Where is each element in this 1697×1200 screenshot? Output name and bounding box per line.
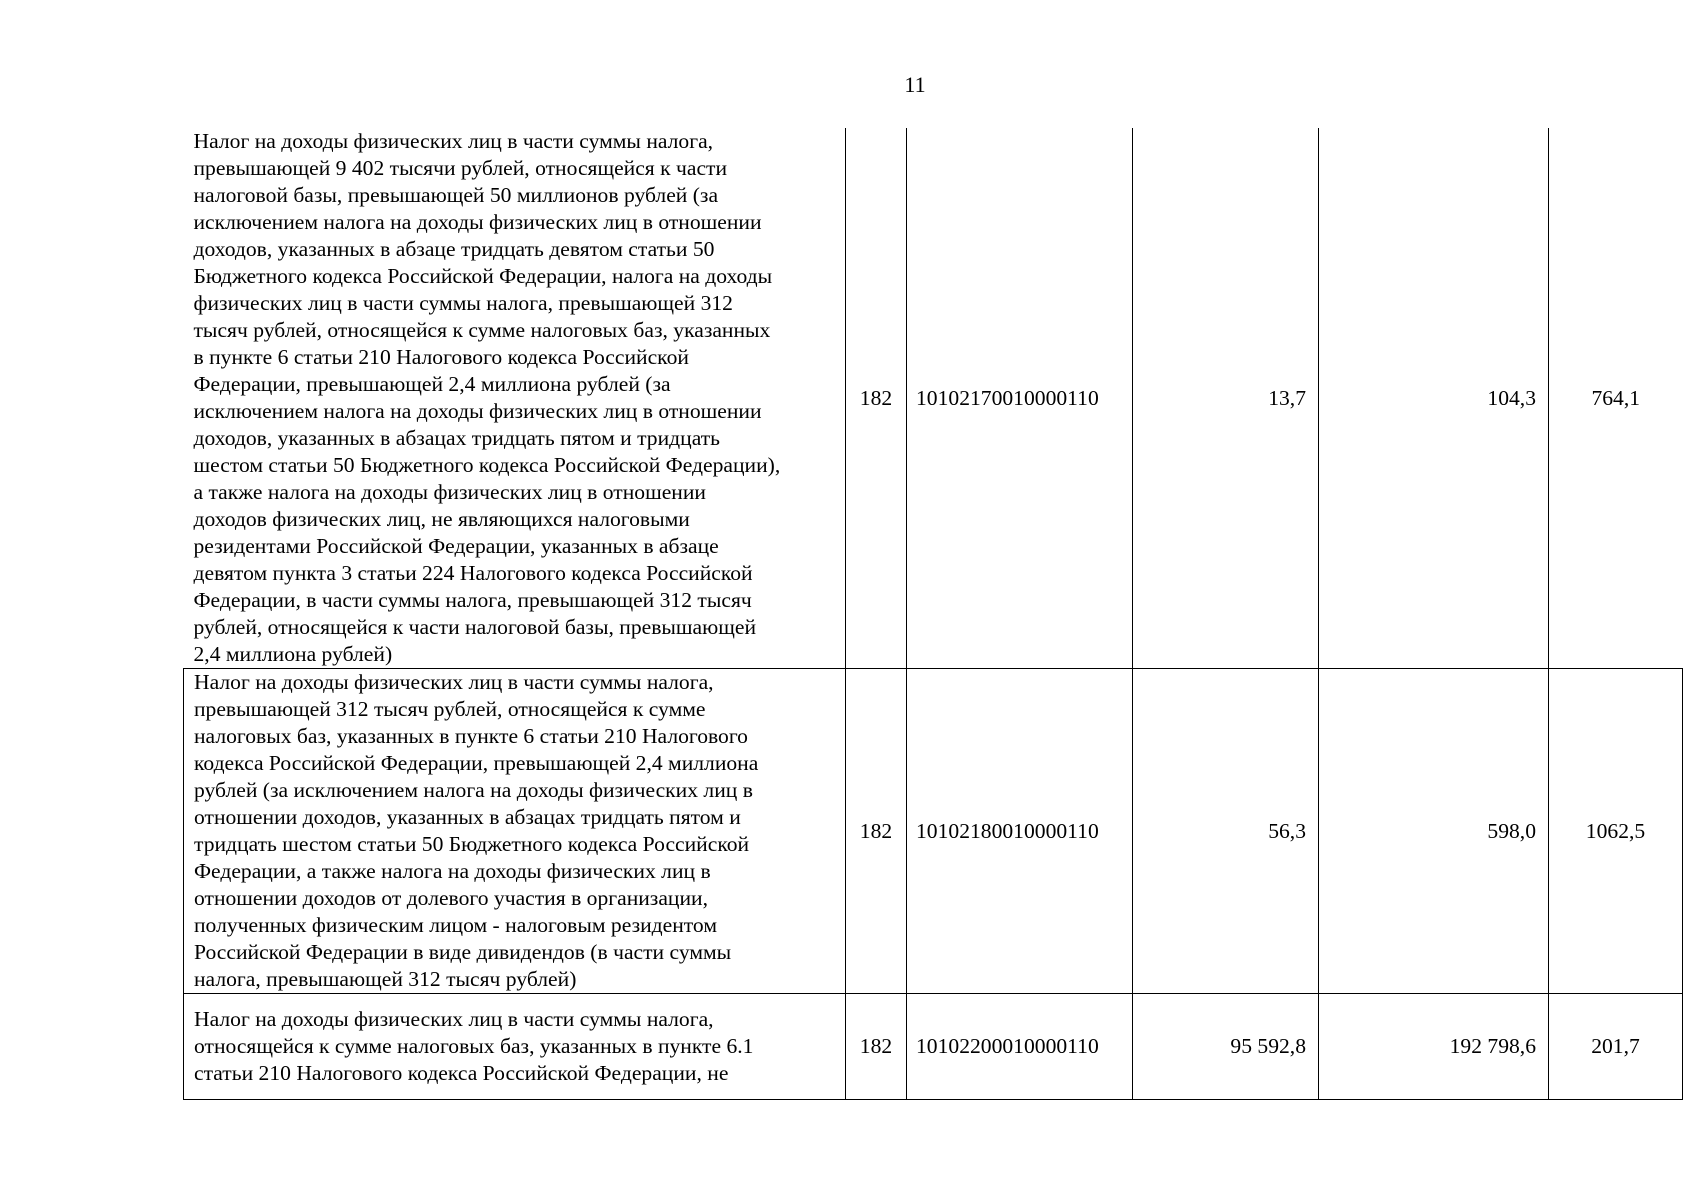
- description-line: налога, превышающей 312 тысяч рублей): [194, 967, 577, 991]
- kbk-code-cell: 10102200010000110: [907, 994, 1133, 1100]
- description-line: Федерации, превышающей 2,4 миллиона рублей (за: [193, 372, 671, 396]
- description-line: доходов, указанных в абзацах тридцать пятом и тридцать: [193, 426, 721, 450]
- description-line: Налог на доходы физических лиц в части суммы налога,: [194, 670, 714, 694]
- value-2-cell: 598,0: [1319, 669, 1549, 994]
- percent-cell: 201,7: [1549, 994, 1683, 1100]
- value-1-cell: 56,3: [1133, 669, 1319, 994]
- table-row: [184, 669, 1683, 994]
- description-line: Налог на доходы физических лиц в части суммы налога,: [193, 129, 714, 153]
- description-line: превышающей 312 тысяч рублей, относящейся к сумме: [194, 697, 706, 721]
- description-line: резидентами Российской Федерации, указанных в абзаце: [193, 534, 719, 558]
- description-line: доходов, указанных в абзаце тридцать девятом статьи 50: [193, 237, 715, 261]
- percent-cell: 1062,5: [1549, 669, 1683, 994]
- value-2-cell: 192 798,6: [1319, 994, 1549, 1100]
- admin-code-cell: 182: [846, 669, 907, 994]
- description-line: статьи 210 Налогового кодекса Российской Федерации, не: [194, 1061, 729, 1085]
- description-line: отношении доходов от долевого участия в организации,: [194, 886, 708, 910]
- description-line: рублей (за исключением налога на доходы физических лиц в: [194, 778, 753, 802]
- tax-description-cell: [184, 669, 846, 994]
- description-line: исключением налога на доходы физических лиц в отношении: [193, 210, 762, 234]
- revenue-table: [183, 128, 1683, 1100]
- description-line: превышающей 9 402 тысячи рублей, относящейся к части: [193, 156, 728, 180]
- description-line: а также налога на доходы физических лиц в отношении: [193, 480, 706, 504]
- description-line: полученных физическим лицом - налоговым резидентом: [194, 913, 717, 937]
- description-line: отношении доходов, указанных в абзацах тридцать пятом и: [194, 805, 741, 829]
- tax-description-cell: [184, 128, 846, 669]
- page-number: 11: [904, 72, 926, 97]
- description-line: Налог на доходы физических лиц в части суммы налога,: [194, 1007, 714, 1031]
- value-1-cell: 95 592,8: [1133, 994, 1319, 1100]
- table-row: [184, 994, 1683, 1100]
- admin-code-cell: 182: [846, 128, 907, 669]
- tax-description-cell: [184, 994, 846, 1100]
- value-1-cell: 13,7: [1133, 128, 1319, 669]
- description-line: налоговой базы, превышающей 50 миллионов рублей (за: [193, 183, 719, 207]
- percent-cell: 764,1: [1549, 128, 1683, 669]
- description-line: физических лиц в части суммы налога, превышающей 312: [193, 291, 733, 315]
- kbk-code-cell: 10102170010000110: [907, 128, 1133, 669]
- description-line: рублей, относящейся к части налоговой базы, превышающей: [193, 615, 757, 639]
- table-row: [184, 128, 1683, 669]
- description-line: в пункте 6 статьи 210 Налогового кодекса Российской: [193, 345, 689, 369]
- value-2-cell: 104,3: [1319, 128, 1549, 669]
- description-line: шестом статьи 50 Бюджетного кодекса Российской Федерации),: [193, 453, 781, 477]
- description-line: налоговых баз, указанных в пункте 6 статьи 210 Налогового: [194, 724, 748, 748]
- description-line: относящейся к сумме налоговых баз, указанных в пункте 6.1: [194, 1034, 754, 1058]
- description-line: кодекса Российской Федерации, превышающей 2,4 миллиона: [194, 751, 759, 775]
- description-line: девятом пункта 3 статьи 224 Налогового кодекса Российской: [193, 561, 753, 585]
- description-line: Федерации, а также налога на доходы физических лиц в: [194, 859, 711, 883]
- admin-code-cell: 182: [846, 994, 907, 1100]
- kbk-code-cell: 10102180010000110: [907, 669, 1133, 994]
- description-line: доходов физических лиц, не являющихся налоговыми: [193, 507, 690, 531]
- description-line: тридцать шестом статьи 50 Бюджетного кодекса Российской: [194, 832, 750, 856]
- description-line: тысяч рублей, относящейся к сумме налоговых баз, указанных: [193, 318, 771, 342]
- description-line: 2,4 миллиона рублей): [193, 642, 393, 666]
- description-line: Российской Федерации в виде дивидендов (в части суммы: [194, 940, 732, 964]
- description-line: исключением налога на доходы физических лиц в отношении: [193, 399, 762, 423]
- description-line: Федерации, в части суммы налога, превышающей 312 тысяч: [193, 588, 752, 612]
- description-line: Бюджетного кодекса Российской Федерации, налога на доходы: [193, 264, 773, 288]
